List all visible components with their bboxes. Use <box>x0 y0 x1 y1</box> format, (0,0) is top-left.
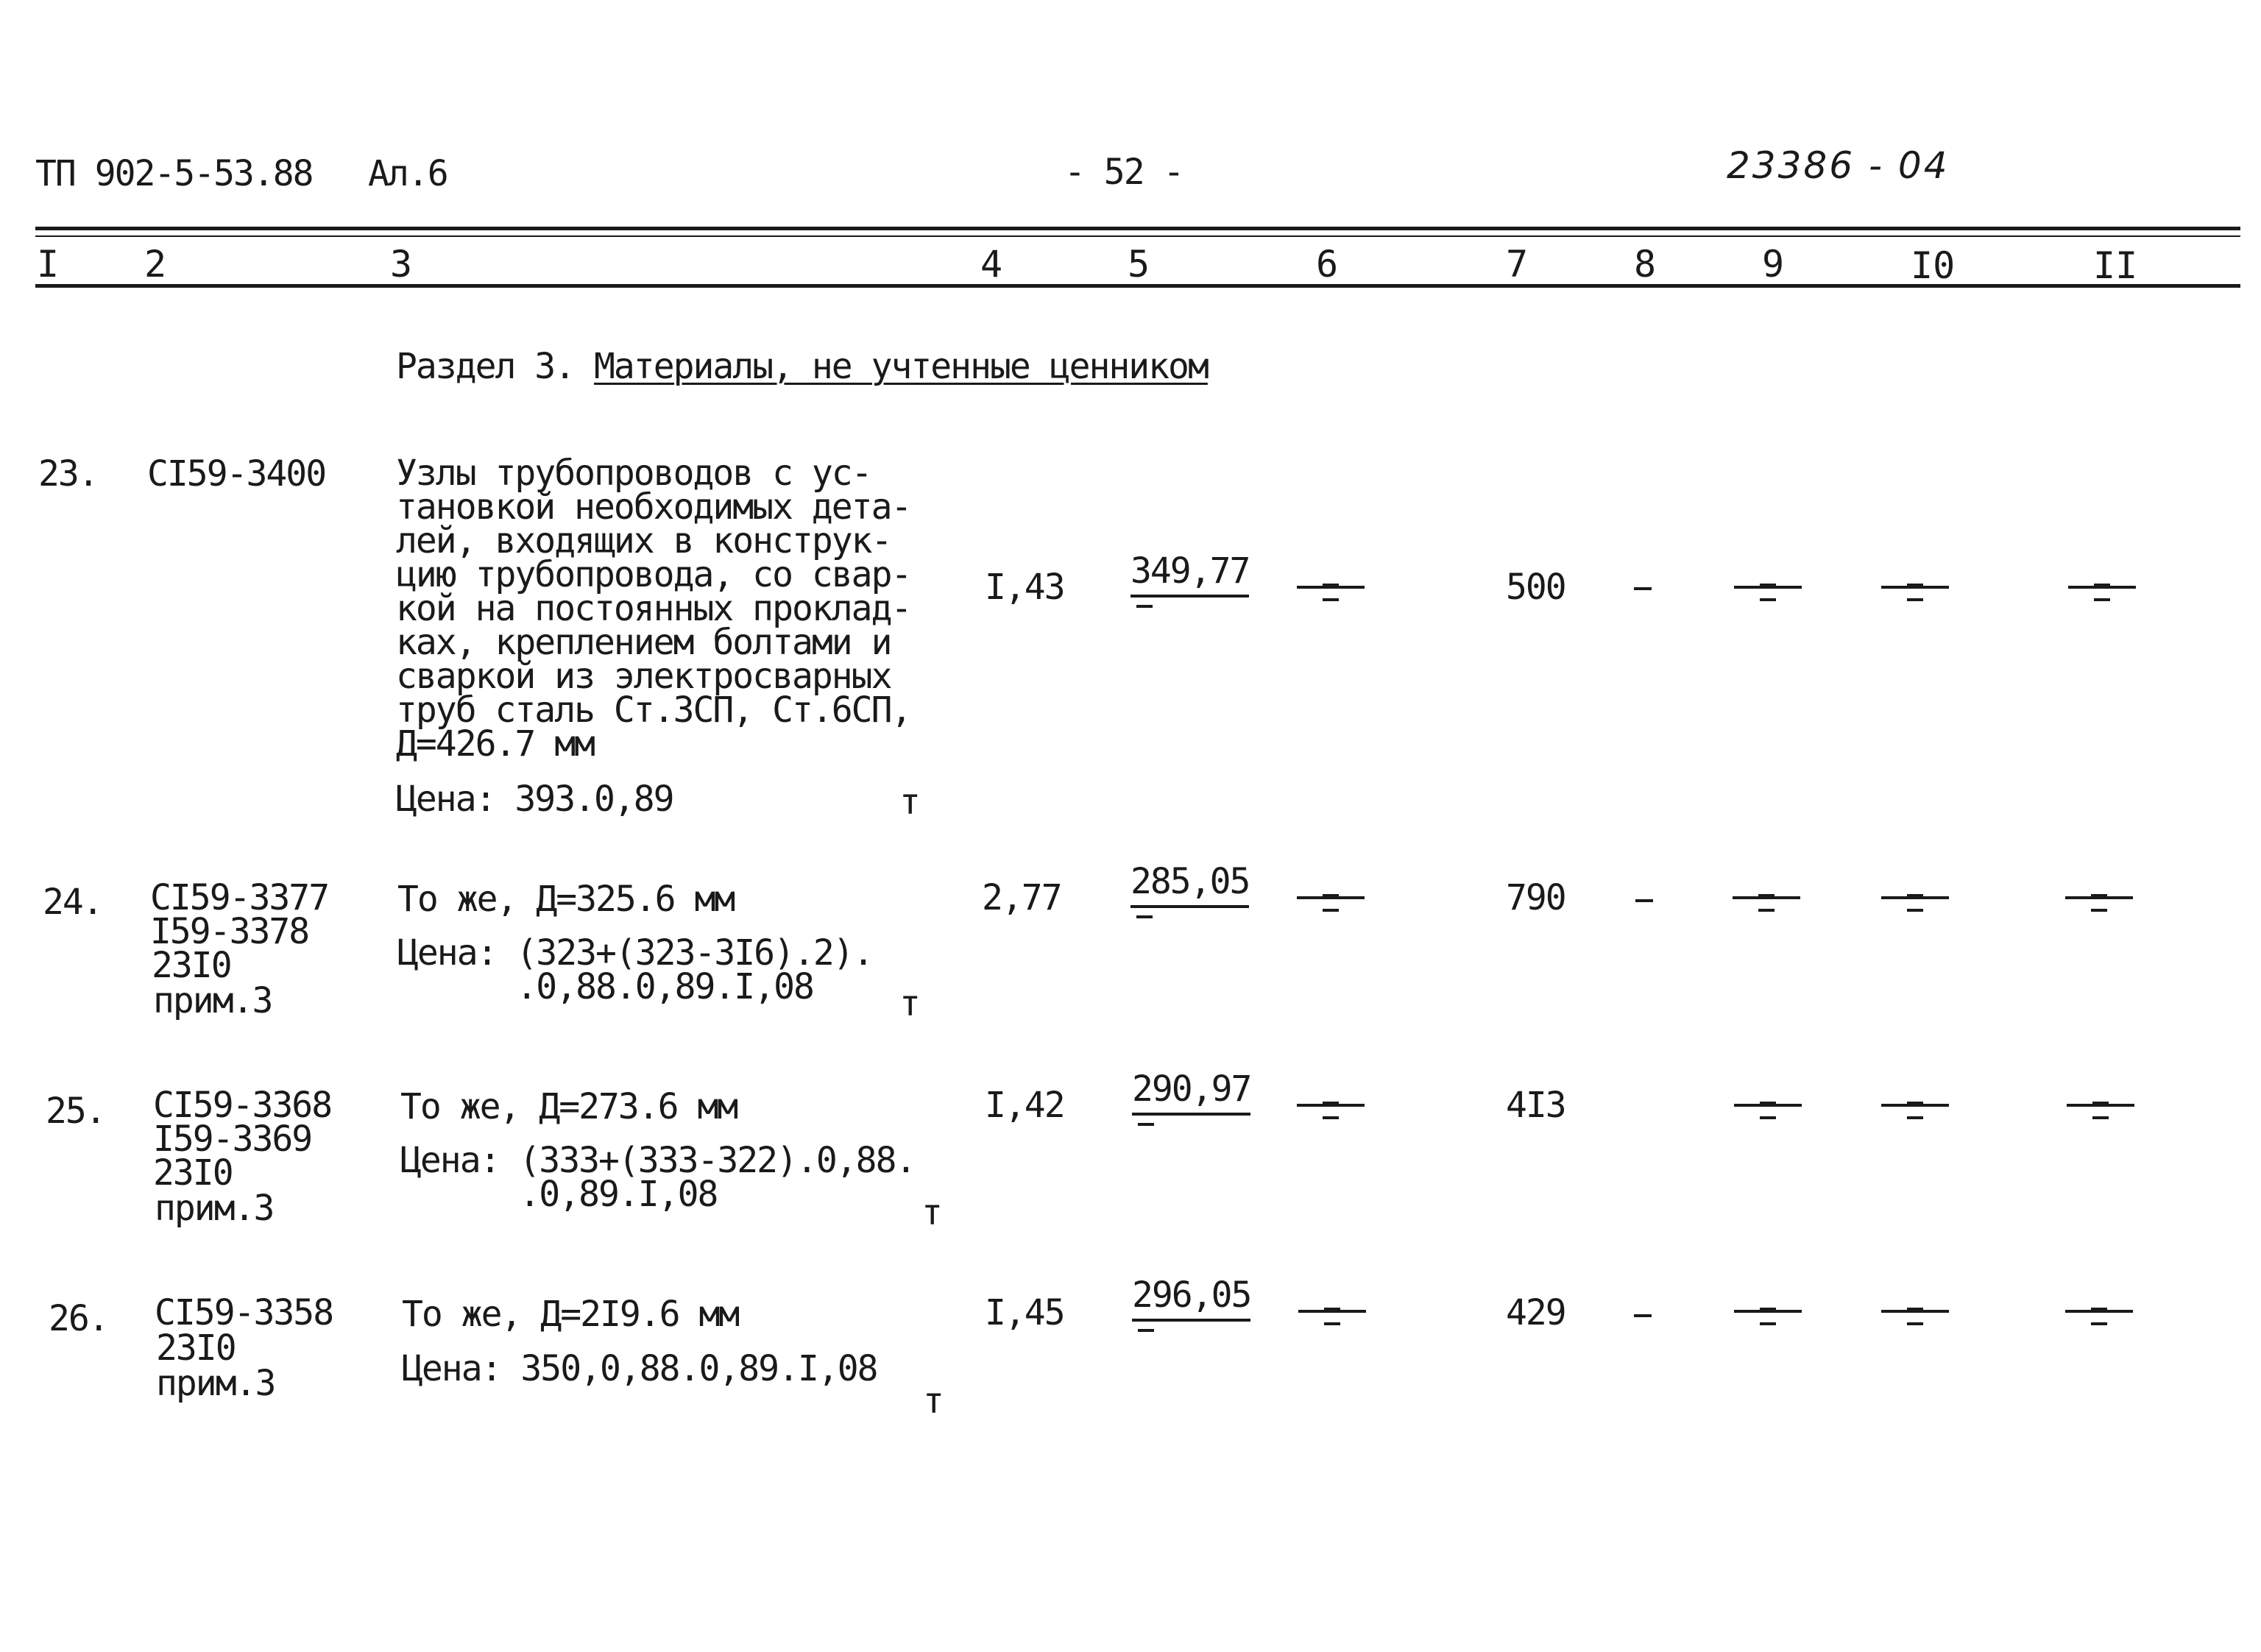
album-label: Ал.6 <box>368 153 447 194</box>
row-code: CI59-3368 <box>153 1085 332 1126</box>
col-header-4: 4 <box>980 243 1003 286</box>
row-unit: т <box>923 1380 943 1422</box>
row-cost-value: 349,77 <box>1130 550 1249 598</box>
fraction-dash <box>1297 1092 1365 1119</box>
row-cost-dash <box>1138 1123 1154 1126</box>
fraction-dash <box>2065 885 2133 911</box>
fraction-dash <box>2065 1298 2133 1325</box>
row-cost-value: 290,97 <box>1132 1068 1250 1116</box>
fraction-dash <box>1733 885 1800 911</box>
header-rule-top-thin <box>35 235 2240 237</box>
row-code: 23I0 <box>153 1152 233 1194</box>
col-header-8: 8 <box>1634 243 1657 286</box>
row-code: CI59-3377 <box>150 877 329 918</box>
row-code: I59-3378 <box>150 911 309 952</box>
row-description: То же, Д=2I9.6 мм <box>402 1294 739 1335</box>
row-note: прим.3 <box>153 980 272 1021</box>
fraction-dash <box>1734 574 1802 600</box>
row-cost-dash <box>1136 915 1153 918</box>
row-price: Цена: (323+(323-3I6).2). .0,88.0,89.I,08 <box>397 932 873 1007</box>
fraction-dash <box>1298 1298 1366 1325</box>
row-code: 23I0 <box>156 1327 236 1369</box>
section-title: Материалы, не учтенные ценником <box>594 346 1208 387</box>
row-code: CI59-3358 <box>155 1292 333 1333</box>
fraction-dash <box>1881 574 1949 600</box>
page-number: - 52 - <box>1064 152 1183 193</box>
row-col7: 429 <box>1506 1292 1565 1333</box>
fraction-dash <box>1881 1092 1949 1119</box>
row-note: прим.3 <box>156 1363 275 1404</box>
row-qty: I,43 <box>985 567 1064 608</box>
row-code: 23I0 <box>152 945 231 986</box>
row-description: То же, Д=273.6 мм <box>400 1086 737 1127</box>
fraction-dash <box>1297 885 1365 911</box>
col-header-3: 3 <box>390 243 413 286</box>
row-number: 25. <box>46 1091 105 1132</box>
dash-mark <box>1634 1314 1652 1317</box>
row-cost <box>1130 861 1249 918</box>
col-header-11: II <box>2093 244 2138 287</box>
row-cost-dash <box>1136 605 1153 608</box>
row-number: 23. <box>38 453 98 494</box>
row-code: I59-3369 <box>153 1119 312 1160</box>
row-col7: 4I3 <box>1506 1085 1565 1126</box>
handwritten-number: 23386 - 04 <box>1727 144 1950 187</box>
fraction-dash <box>1734 1298 1802 1325</box>
row-code: CI59-3400 <box>147 453 326 494</box>
dash-mark <box>1634 587 1652 590</box>
fraction-dash <box>2068 574 2136 600</box>
row-number: 26. <box>49 1298 108 1339</box>
row-note: прим.3 <box>155 1188 274 1229</box>
row-cost <box>1132 1275 1250 1332</box>
col-header-7: 7 <box>1506 243 1529 286</box>
col-header-9: 9 <box>1762 243 1785 286</box>
row-description: Узлы трубопроводов с ус- тановкой необходимых дета- лей, входящих в конструк- цию трубопровода, со свар- кой на постоянных проклад- ках, креплением болтами и сваркой из электросварных труб сталь Ст.3СП, Ст.6СП, Д=426.7 мм <box>396 453 911 765</box>
document-code: ТП 902-5-53.88 <box>35 153 313 194</box>
col-header-1: I <box>37 243 60 286</box>
row-number: 24. <box>43 882 102 923</box>
row-cost-value: 296,05 <box>1132 1275 1250 1322</box>
col-header-6: 6 <box>1316 243 1339 286</box>
row-unit: т <box>899 781 919 823</box>
row-cost <box>1130 550 1249 608</box>
row-col7: 790 <box>1506 877 1565 918</box>
fraction-dash <box>1881 1298 1949 1325</box>
row-price: Цена: (333+(333-322).0,88. .0,89.I,08 <box>400 1140 916 1215</box>
row-cost-dash <box>1138 1329 1154 1332</box>
fraction-dash <box>1734 1092 1802 1119</box>
row-qty: 2,77 <box>982 877 1061 918</box>
row-col7: 500 <box>1506 567 1565 608</box>
col-header-5: 5 <box>1128 243 1150 286</box>
row-price: Цена: 350,0,88.0,89.I,08 <box>402 1348 877 1389</box>
section-heading <box>396 346 1208 387</box>
row-cost-value: 285,05 <box>1130 861 1249 908</box>
row-price: Цена: 393.0,89 <box>396 779 673 820</box>
col-header-2: 2 <box>144 243 167 286</box>
row-qty: I,42 <box>985 1085 1064 1126</box>
fraction-dash <box>2067 1092 2134 1119</box>
header-rule-top <box>35 227 2240 230</box>
row-description: То же, Д=325.6 мм <box>397 879 735 920</box>
fraction-dash <box>1297 574 1365 600</box>
row-cost <box>1132 1068 1250 1126</box>
col-header-10: I0 <box>1911 244 1956 287</box>
dash-mark <box>1635 899 1653 902</box>
row-unit: т <box>921 1192 941 1233</box>
fraction-dash <box>1881 885 1949 911</box>
row-unit: т <box>899 983 919 1024</box>
row-qty: I,45 <box>985 1292 1064 1333</box>
section-prefix: Раздел 3. <box>396 346 575 387</box>
